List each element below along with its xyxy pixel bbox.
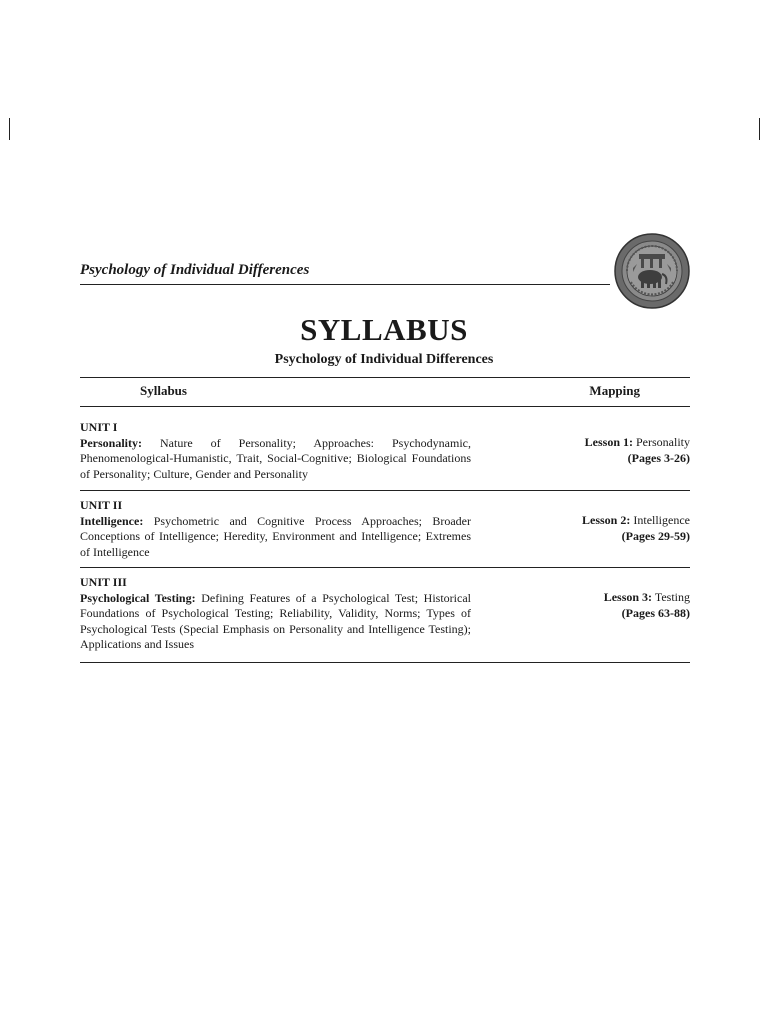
running-header <box>80 260 610 285</box>
running-title: Psychology of Individual Differences <box>80 262 310 278</box>
unit-label: UNIT III <box>80 575 127 589</box>
document-title: SYLLABUS <box>300 312 468 347</box>
lesson-topic: Personality <box>633 435 690 449</box>
lesson-topic: Testing <box>652 590 690 604</box>
table-header <box>80 378 690 407</box>
topic-description: Nature of Personality; Approaches: Psychodynamic, Phenomenological-Humanistic, Trait, Social-Cognitive; Biological Foundations of Personality; Culture, Gender and Personality <box>80 435 471 481</box>
column-header-mapping: Mapping <box>589 383 640 398</box>
lesson-label: Lesson 1: <box>584 435 633 449</box>
document-subtitle: Psychology of Individual Differences <box>274 352 494 367</box>
crop-mark-left <box>9 118 10 140</box>
mapping-cell <box>604 575 690 662</box>
unit-description-cell <box>80 498 471 567</box>
topic-description: Psychometric and Cognitive Process Approaches; Broader Conceptions of Intelligence; Heredity, Environment and Intelligence; Extremes of Intelligence <box>80 513 471 559</box>
unit-description-cell <box>80 420 471 490</box>
lesson-label: Lesson 3: <box>603 590 653 604</box>
unit-label: UNIT II <box>80 498 123 512</box>
syllabus-table <box>80 377 690 663</box>
topic-name: Psychological Testing: <box>80 590 196 605</box>
table-row <box>80 491 690 568</box>
lesson-pages: (Pages 3-26) <box>627 450 690 465</box>
topic-description: Defining Features of a Psychological Test; Historical Foundations of Psychological Testing; Reliability, Validity, Norms; Types of Psychological Tests (Special Emphasis on Personality and Intelligence Testing); Applications and Issues <box>80 590 471 651</box>
topic-name: Intelligence: <box>80 513 144 528</box>
lesson-pages: (Pages 63-88) <box>621 605 690 620</box>
unit-label: UNIT I <box>80 420 118 434</box>
lesson-pages: (Pages 29-59) <box>621 528 690 543</box>
unit-description-cell <box>80 575 471 662</box>
university-seal-icon <box>613 232 691 310</box>
mapping-cell <box>582 498 690 567</box>
lesson-label: Lesson 2: <box>582 513 631 527</box>
mapping-cell <box>585 420 690 490</box>
lesson-topic: Intelligence <box>630 513 690 527</box>
table-row <box>80 568 690 663</box>
topic-name: Personality: <box>80 435 142 450</box>
column-header-syllabus: Syllabus <box>140 383 187 398</box>
crop-mark-right <box>759 118 760 140</box>
table-row <box>80 407 690 491</box>
